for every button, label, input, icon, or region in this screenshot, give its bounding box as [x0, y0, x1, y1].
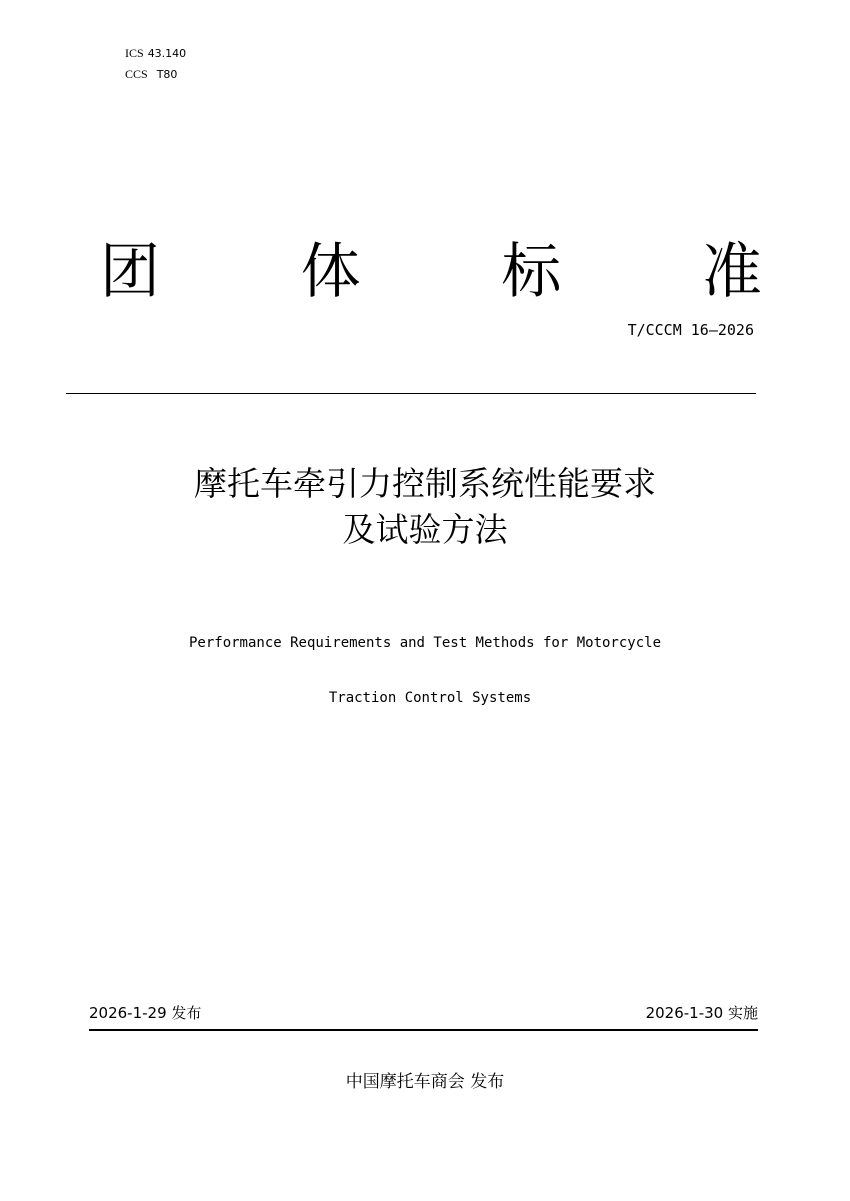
ics-row: [125, 43, 186, 64]
implementation-date: 2026-1-30 实施: [645, 1004, 758, 1022]
classification-codes: [125, 43, 186, 85]
publisher: 中国摩托车商会 发布: [345, 1072, 505, 1092]
ccs-label: CCS: [125, 67, 148, 81]
header-divider: [66, 393, 756, 394]
standard-number: T/CCCM 16—2026: [627, 321, 754, 339]
english-title-line-2: Traction Control Systems: [328, 690, 532, 706]
ccs-row: [125, 64, 186, 85]
title-char-4: 准: [701, 237, 762, 307]
footer-divider: [89, 1029, 758, 1031]
english-title-line-1: Performance Requirements and Test Methods for Motorcycle: [188, 635, 661, 651]
ics-label: ICS: [125, 46, 144, 60]
chinese-title-line-1: 摩托车牵引力控制系统性能要求: [194, 464, 656, 503]
ccs-value: T80: [156, 68, 178, 81]
issue-date: 2026-1-29 发布: [89, 1004, 202, 1022]
title-char-1: 团: [100, 237, 160, 307]
title-char-2: 体: [300, 237, 361, 307]
title-char-3: 标: [501, 237, 562, 307]
chinese-title: [0, 461, 850, 553]
chinese-title-line-2: 及试验方法: [342, 510, 508, 549]
ics-value: 43.140: [147, 47, 187, 60]
document-type-title: [100, 232, 762, 312]
